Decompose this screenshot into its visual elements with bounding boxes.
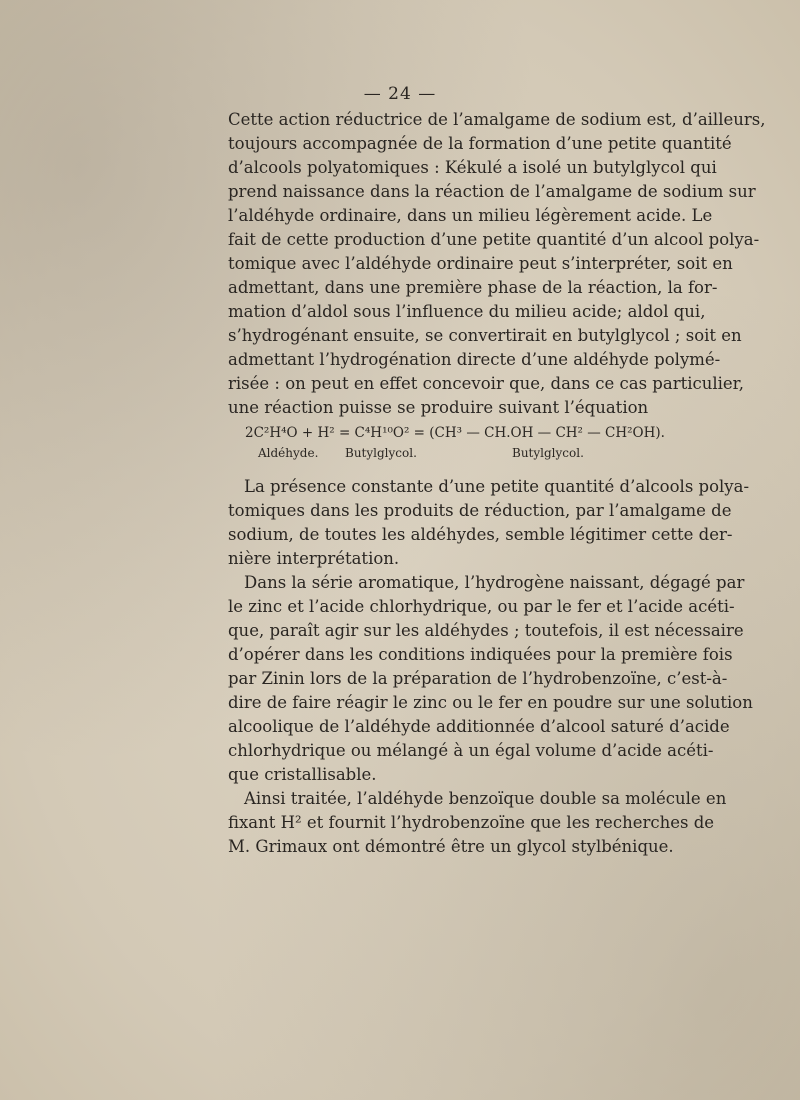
equation-label-butylglycol-formula: Butylglycol. <box>512 446 584 460</box>
text-line: admettant l’hydrogénation directe d’une aldéhyde polymé- <box>228 350 721 369</box>
equation-label-aldehyde: Aldéhyde. <box>258 446 319 460</box>
text-line: que, paraît agir sur les aldéhydes ; toutefois, il est nécessaire <box>228 621 744 640</box>
text-line: admettant, dans une première phase de la réaction, la for- <box>228 278 718 297</box>
text-line: alcoolique de l’aldéhyde additionnée d’alcool saturé d’acide <box>228 717 730 736</box>
text-line: s’hydrogénant ensuite, se convertirait en butylglycol ; soit en <box>228 326 742 345</box>
text-line: prend naissance dans la réaction de l’amalgame de sodium sur <box>228 182 756 201</box>
text-line: l’aldéhyde ordinaire, dans un milieu légèrement acide. Le <box>228 206 713 225</box>
text-line: sodium, de toutes les aldéhydes, semble légitimer cette der- <box>228 525 733 544</box>
text-line: risée : on peut en effet concevoir que, dans ce cas particulier, <box>228 374 745 393</box>
text-line: d’opérer dans les conditions indiquées pour la première fois <box>228 645 733 664</box>
text-line: le zinc et l’acide chlorhydrique, ou par le fer et l’acide acéti- <box>228 597 735 616</box>
text-line: par Zinin lors de la préparation de l’hydrobenzoïne, c’est-à- <box>228 669 728 688</box>
text-line: dire de faire réagir le zinc ou le fer en poudre sur une solution <box>228 693 753 712</box>
text-line: La présence constante d’une petite quantité d’alcools polya- <box>244 477 750 496</box>
text-line: Cette action réductrice de l’amalgame de sodium est, d’ailleurs, <box>228 110 766 129</box>
text-line: M. Grimaux ont démontré être un glycol stylbénique. <box>228 837 674 856</box>
text-line: fixant H² et fournit l’hydrobenzoïne que les recherches de <box>228 813 715 832</box>
text-line: chlorhydrique ou mélangé à un égal volume d’acide acéti- <box>228 741 714 760</box>
text-line: que cristallisable. <box>228 765 377 784</box>
text-line: tomiques dans les produits de réduction, par l’amalgame de <box>228 501 732 520</box>
text-line: une réaction puisse se produire suivant l’équation <box>228 398 649 417</box>
page-number: — 24 — <box>363 84 437 104</box>
text-line: Ainsi traitée, l’aldéhyde benzoïque double sa molécule en <box>244 789 727 808</box>
equation-label-butylglycol: Butylglycol. <box>345 446 417 460</box>
chemical-equation: 2C²H⁴O + H² = C⁴H¹⁰O² = (CH³ — CH.OH — CH² — CH²OH). <box>245 425 665 441</box>
text-line: tomique avec l’aldéhyde ordinaire peut s’interpréter, soit en <box>228 254 733 273</box>
text-line: d’alcools polyatomiques : Kékulé a isolé un butylglycol qui <box>228 158 717 177</box>
text-line: Dans la série aromatique, l’hydrogène naissant, dégagé par <box>244 573 745 592</box>
text-line: nière interprétation. <box>228 549 400 568</box>
text-line: fait de cette production d’une petite quantité d’un alcool polya- <box>228 230 760 249</box>
text-line: mation d’aldol sous l’influence du milieu acide; aldol qui, <box>228 302 706 321</box>
text-line: toujours accompagnée de la formation d’une petite quantité <box>228 134 732 153</box>
